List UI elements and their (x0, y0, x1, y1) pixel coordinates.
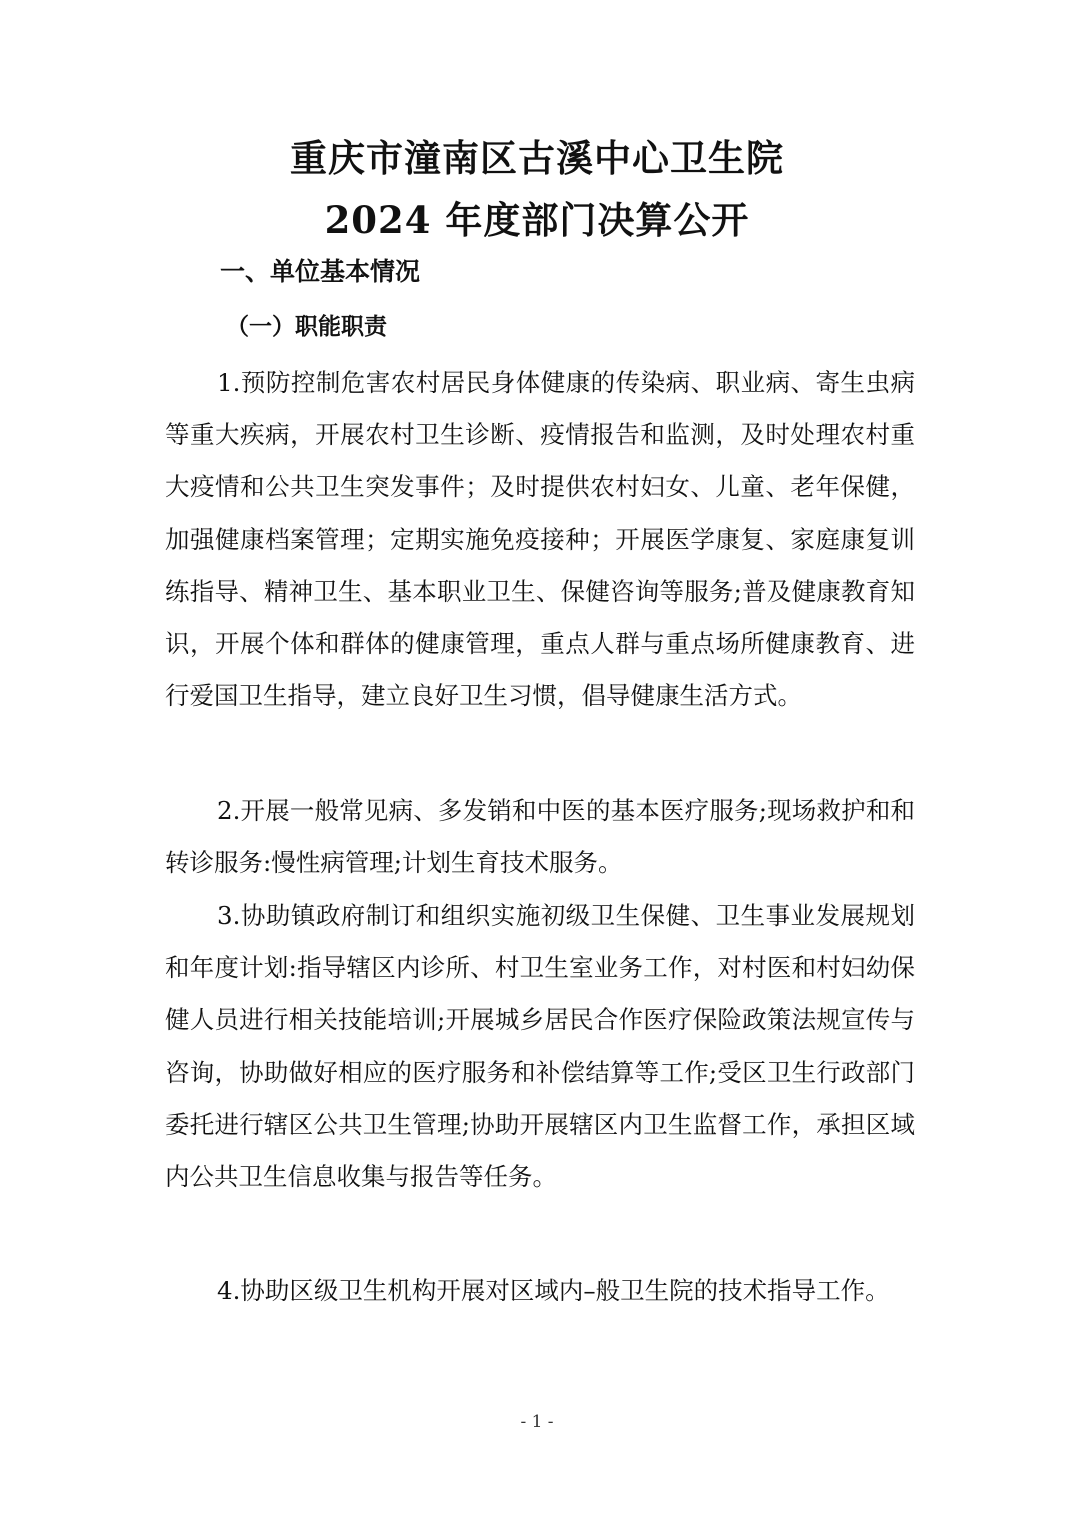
document-title-line-1: 重庆市潼南区古溪中心卫生院 (290, 136, 784, 180)
paragraph-1: 1.预防控制危害农村居民身体健康的传染病、职业病、寄生虫病等重大疾病，开展农村卫生诊断、疫情报告和监测，及时处理农村重大疫情和公共卫生突发事件；及时提供农村妇女、儿童、老年保健，加强健康档案管理；定期实施免疫接种；开展医学康复、家庭康复训练指导、精神卫生、基本职业卫生、保健咨询等服务;普及健康教育知识，开展个体和群体的健康管理，重点人群与重点场所健康教育、进行爱国卫生指导，建立良好卫生习惯，倡导健康生活方式。 (165, 368, 915, 711)
document-title-line-2: 2024 年度部门决算公开 (324, 198, 750, 242)
paragraph-4: 4.协助区级卫生机构开展对区域内–般卫生院的技术指导工作。 (217, 1276, 890, 1305)
paragraph-3: 3.协助镇政府制订和组织实施初级卫生保健、卫生事业发展规划和年度计划:指导辖区内诊所、村卫生室业务工作，对村医和村妇幼保健人员进行相关技能培训;开展城乡居民合作医疗保险政策法规宣传与咨询，协助做好相应的医疗服务和补偿结算等工作;受区卫生行政部门委托进行辖区公共卫生管理;协助开展辖区内卫生监督工作，承担区域内公共卫生信息收集与报告等任务。 (165, 901, 915, 1192)
page-number: - 1 - (520, 1412, 554, 1432)
paragraph-2: 2.开展一般常见病、多发销和中医的基本医疗服务;现场救护和和转诊服务:慢性病管理;计划生育技术服务。 (165, 796, 915, 878)
subsection-heading-functions: （一）职能职责 (226, 314, 387, 340)
section-heading-basic-info: 一、单位基本情况 (220, 257, 421, 286)
